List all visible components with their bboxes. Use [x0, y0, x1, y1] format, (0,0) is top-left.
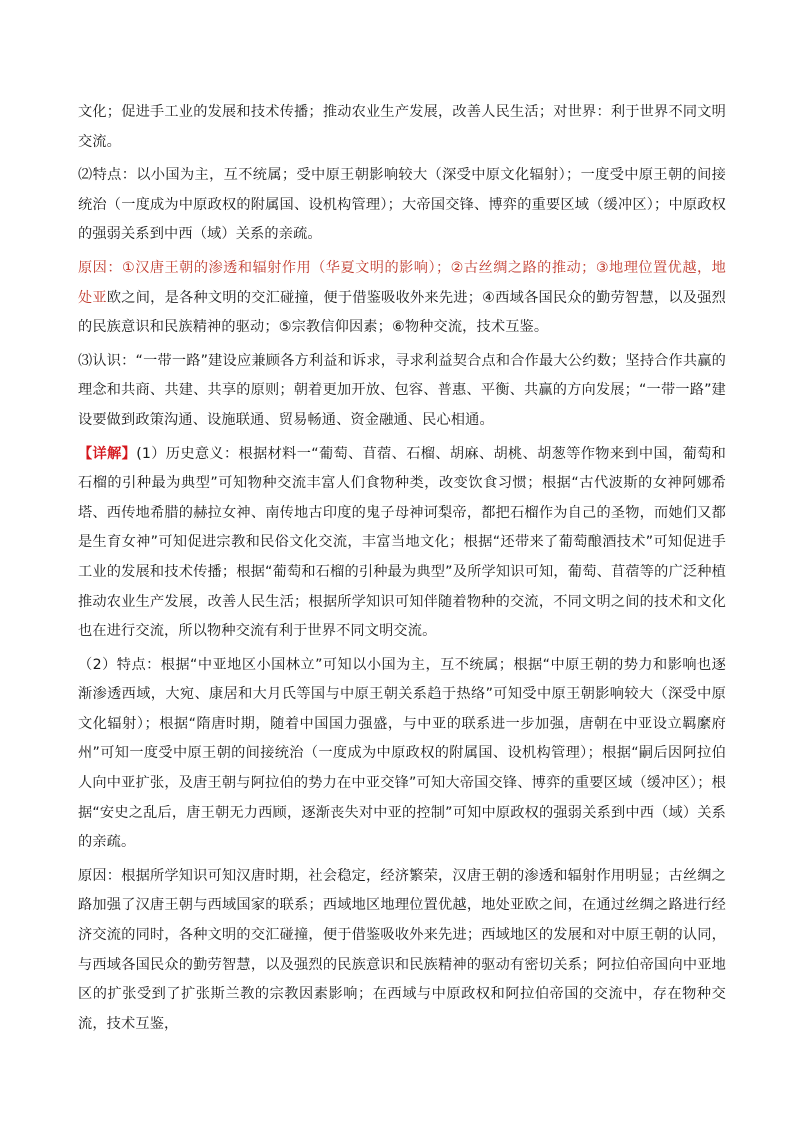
- paragraph-characteristics: ⑵特点：以小国为主，互不统属；受中原王朝影响较大（深受中原文化辐射）；一度受中原王朝的间接统治（一度成为中原政权的附属国、设机构管理）；大帝国交锋、博弈的重要区域（缓冲区）；中原政权的强弱关系到中西（域）关系的亲疏。: [78, 167, 726, 243]
- reasons-highlight: ①汉唐王朝的渗透和辐射作用（华夏文明的影响）；②古丝绸之路的推动；③地理位置优越，地处亚: [78, 259, 727, 306]
- paragraph-significance-end: 文化；促进手工业的发展和技术传播；推动农业生产发展，改善人民生活；对世界：利于世界不同文明交流。: [78, 104, 726, 150]
- explanation-tag: 【详解】: [78, 445, 137, 462]
- reasons-rest: 欧之间，是各种文明的交汇碰撞，便于借鉴吸收外来先进；④西域各国民众的勤劳智慧，以及强烈的民族意识和民族精神的驱动；⑤宗教信仰因素；⑥物种交流，技术互鉴。: [78, 289, 726, 336]
- paragraph-reasons-detail: 原因：根据所学知识可知汉唐时期，社会稳定，经济繁荣，汉唐王朝的渗透和辐射作用明显；古丝绸之路加强了汉唐王朝与西域国家的联系；西域地区地理位置优越，地处亚欧之间，在通过丝绸之路进行经济交流的同时，各种文明的交汇碰撞，便于借鉴吸收外来先进；西域地区的发展和对中原王朝的认同，与西域各国民众的勤劳智慧，以及强烈的民族意识和民族精神的驱动有密切关系；阿拉伯帝国向中亚地区的扩张受到了扩张斯兰教的宗教因素影响；在西域与中原政权和阿拉伯帝国的交流中，存在物种交流，技术互鉴，: [78, 867, 726, 1032]
- document-page: [78, 98, 726, 1039]
- paragraph-understanding: ⑶认识：“一带一路”建设应兼顾各方利益和诉求，寻求利益契合点和合作最大公约数；坚持合作共赢的理念和共商、共建、共享的原则；朝着更加开放、包容、普惠、平衡、共赢的方向发展；“一带一路”建设要做到政策沟通、设施联通、贸易畅通、资金融通、民心相通。: [78, 352, 726, 428]
- explanation-text: (1）历史意义：根据材料一“葡萄、苜蓿、石榴、胡麻、胡桃、胡葱等作物来到中国，葡萄和石榴的引种最为典型”可知物种交流丰富人们食物种类，改变饮食习惯；根据“古代波斯的女神阿娜希塔、西传地希腊的赫拉女神、南传地古印度的鬼子母神诃梨帝，都把石榴作为自己的圣物，而她们又都是生育女神”可知促进宗教和民俗文化交流，丰富当地文化；根据“还带来了葡萄酿酒技术”可知促进手工业的发展和技术传播；根据“葡萄和石榴的引种最为典型”及所学知识可知，葡萄、苜蓿等的广泛种植推动农业生产发展，改善人民生活；根据所学知识可知伴随着物种的交流，不同文明之间的技术和文化也在进行交流，所以物种交流有利于世界不同文明交流。: [78, 445, 726, 640]
- reasons-label: 原因：: [78, 259, 122, 276]
- paragraph-explanation: [78, 440, 726, 647]
- paragraph-reasons: [78, 254, 726, 343]
- paragraph-characteristics-detail: （2）特点：根据“中亚地区小国林立”可知以小国为主，互不统属；根据“中原王朝的势力和影响也逐渐渗透西域，大宛、康居和大月氏等国与中原王朝关系趋于热络”可知受中原王朝影响较大（深受中原文化辐射）；根据“隋唐时期，随着中国国力强盛，与中亚的联系进一步加强，唐朝在中亚设立羁縻府州”可知一度受中原王朝的间接统治（一度成为中原政权的附属国、设机构管理）；根据“嗣后因阿拉伯人向中亚扩张，及唐王朝与阿拉伯的势力在中亚交锋”可知大帝国交锋、博弈的重要区域（缓冲区）；根据“安史之乱后，唐王朝无力西顾，逐渐丧失对中亚的控制”可知中原政权的强弱关系到中西（域）关系的亲疏。: [78, 656, 726, 851]
